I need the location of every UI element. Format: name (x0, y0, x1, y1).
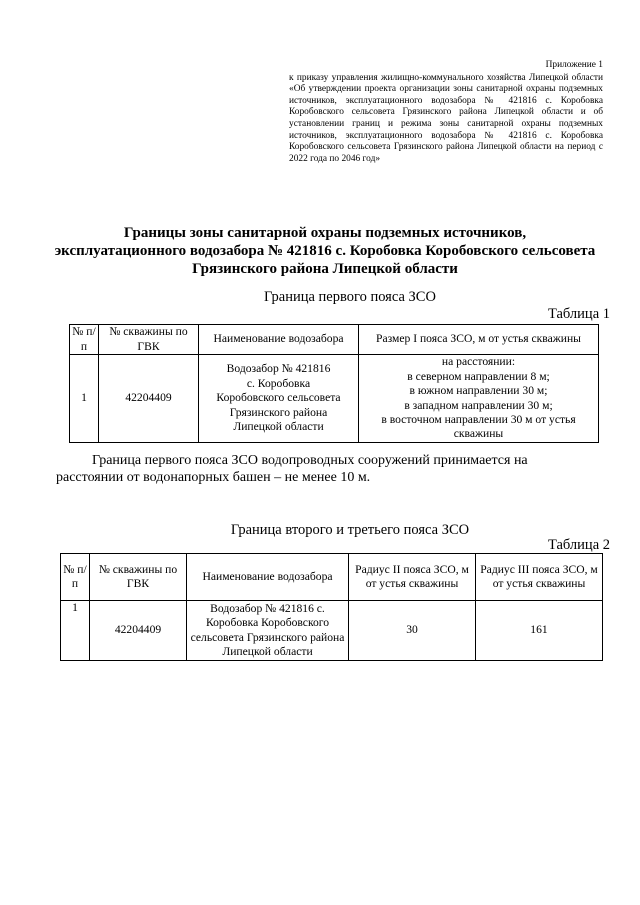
table1-label: Таблица 1 (547, 306, 610, 322)
first-zone-note: Граница первого пояса ЗСО водопроводных сооружений принимается на расстоянии от водонапорных башен – не менее 10 м. (56, 453, 528, 485)
table2-header-radius-3: Радиус III пояса ЗСО, м от устья скважины (476, 554, 603, 601)
appendix-label: Приложение 1 (545, 60, 603, 70)
table1-cell-size (359, 355, 599, 443)
table-row (61, 601, 603, 661)
table2-header-row (61, 554, 603, 601)
table2-cell-well: 42204409 (90, 601, 187, 661)
title-line-1: Границы зоны санитарной охраны подземных источников, (123, 225, 527, 241)
table2-cell-radius-3: 161 (476, 601, 603, 661)
table1-header-name: Наименование водозабора (199, 325, 359, 355)
table1-header-row (70, 325, 599, 355)
name-line: Коробовского сельсовета (216, 391, 341, 405)
table2-cell-num: 1 (61, 601, 90, 661)
appendix-text: к приказу управления жилищно-коммунального хозяйства Липецкой области «Об утверждении проекта организации зоны санитарной охраны подземных источников, эксплуатационного водозабора № 421816 с. Коробовка Коробовского сельсовета Грязинского района Липецкой области и об установлении границ и режима зоны санитарной охраны подземных источников, эксплуатационного водозабора № 421816 с. Коробовка Коробовского сельсовета Грязинского района Липецкой области на период с 2022 года по 2046 год» (289, 72, 603, 164)
size-line: в западном направлении 30 м; (404, 398, 553, 412)
section2-heading: Граница второго и третьего пояса ЗСО (230, 522, 470, 538)
name-line: Липецкой области (233, 420, 324, 434)
name-line: Водозабор № 421816 (226, 362, 331, 376)
table1-header-size: Размер I пояса ЗСО, м от устья скважины (359, 325, 599, 355)
title-line-3: Грязинского района Липецкой области (192, 261, 458, 277)
table1-cell-num: 1 (70, 355, 99, 443)
name-line: с. Коробовка (246, 376, 311, 390)
table1-header-well: № скважины по ГВК (99, 325, 199, 355)
size-line: в восточном направлении 30 м от устья скважины (381, 412, 576, 441)
table2-header-num: № п/п (61, 554, 90, 601)
table1-cell-name (199, 355, 359, 443)
title-line-2: эксплуатационного водозабора № 421816 с. Коробовка Коробовского сельсовета (54, 243, 596, 259)
name-line: Грязинского района (229, 405, 328, 419)
size-line: в северном направлении 8 м; (407, 369, 550, 383)
table2-header-radius-2: Радиус II пояса ЗСО, м от устья скважины (349, 554, 476, 601)
size-line: на расстоянии: (441, 355, 516, 369)
table1-header-num: № п/п (70, 325, 99, 355)
table2-cell-name: Водозабор № 421816 с. Коробовка Коробовского сельсовета Грязинского района Липецкой области (187, 601, 349, 661)
appendix-block (289, 60, 603, 165)
table-first-zone (69, 324, 599, 443)
size-line: в южном направлении 30 м; (409, 384, 548, 398)
table-row (70, 355, 599, 443)
section1-heading: Граница первого пояса ЗСО (264, 289, 436, 305)
table-second-third-zone (60, 553, 603, 661)
table2-header-well: № скважины по ГВК (90, 554, 187, 601)
table2-label: Таблица 2 (547, 537, 610, 553)
table2-cell-radius-2: 30 (349, 601, 476, 661)
table2-header-name: Наименование водозабора (187, 554, 349, 601)
table1-cell-well: 42204409 (99, 355, 199, 443)
document-title (40, 224, 610, 278)
